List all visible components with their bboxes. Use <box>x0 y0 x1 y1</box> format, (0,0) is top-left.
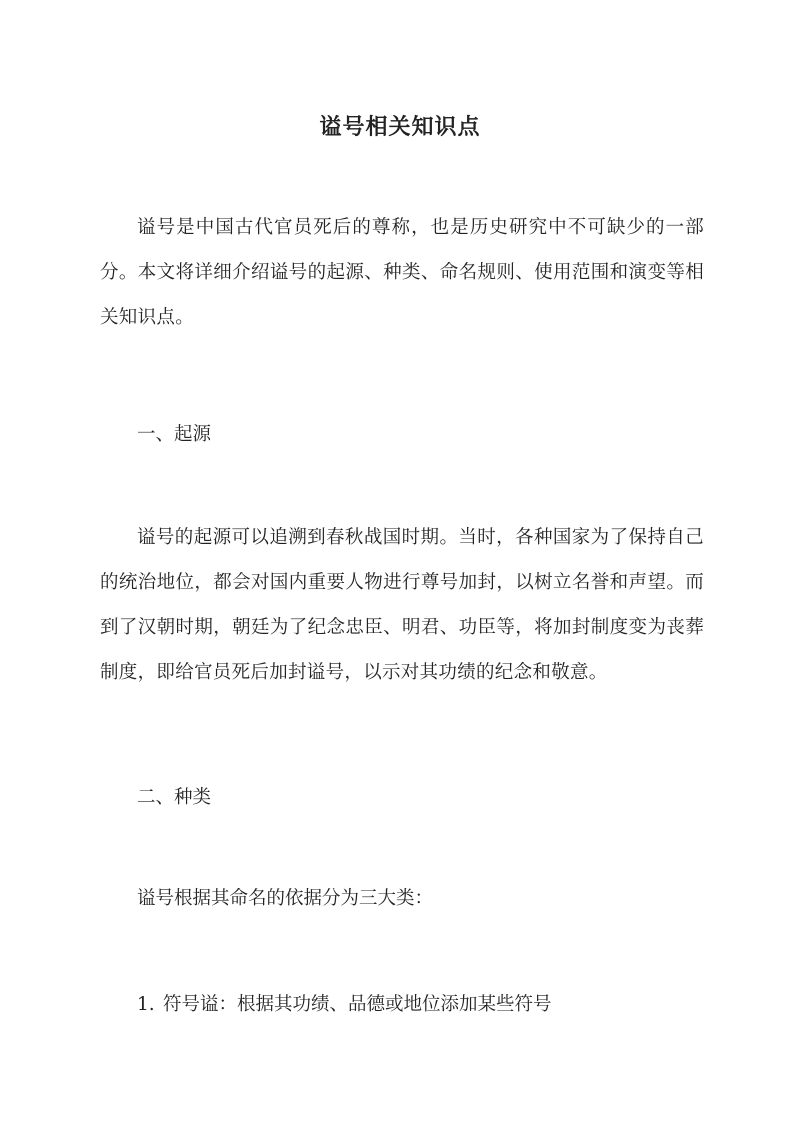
types-intro-paragraph: 谥号根据其命名的依据分为三大类： <box>137 888 434 909</box>
section-heading-types: 二、种类 <box>137 787 212 808</box>
intro-paragraph: 谥号是中国古代官员死后的尊称，也是历史研究中不可缺少的一部分。本文将详细介绍谥号的起源、种类、命名规则、使用范围和演变等相关知识点。 <box>100 217 704 328</box>
list-item-number: 1. <box>137 994 155 1015</box>
list-item-text: 符号谥：根据其功绩、品德或地位添加某些符号 <box>163 994 552 1015</box>
list-item <box>137 990 552 1020</box>
origin-paragraph: 谥号的起源可以追溯到春秋战国时期。当时，各种国家为了保持自己的统治地位，都会对国内重要人物进行尊号加封，以树立名誉和声望。而到了汉朝时期，朝廷为了纪念忠臣、明君、功臣等，将加封制度变为丧葬制度，即给官员死后加封谥号，以示对其功绩的纪念和敬意。 <box>100 527 704 683</box>
document-title: 谥号相关知识点 <box>319 113 481 140</box>
section-heading-origin: 一、起源 <box>137 424 212 445</box>
